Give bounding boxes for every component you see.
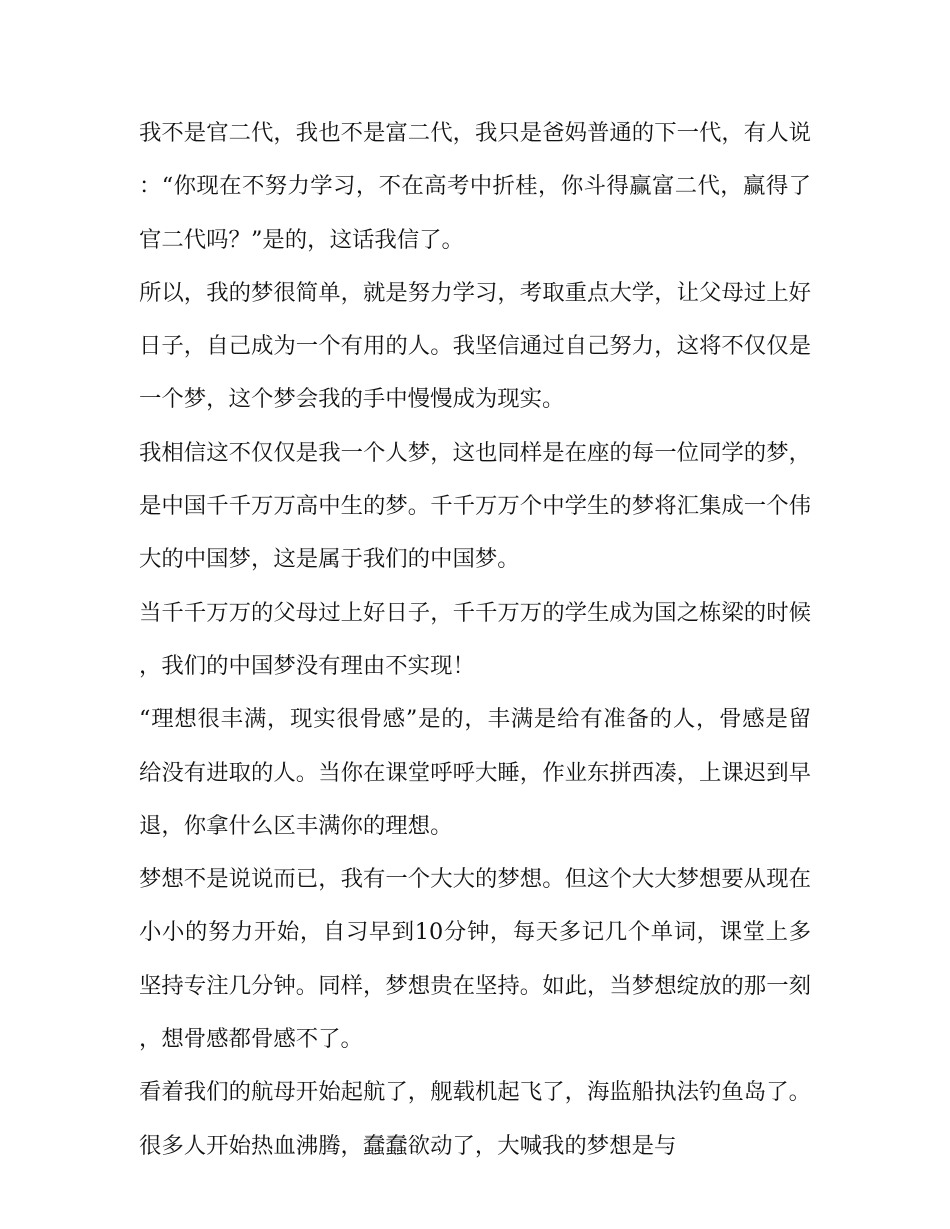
paragraph-1: 我不是官二代，我也不是富二代，我只是爸妈普通的下一代，有人说：“你现在不努力学习，不在高考中折桂，你斗得赢富二代，赢得了官二代吗？”是的，这话我信了。 bbox=[139, 120, 811, 253]
paragraph-6: 梦想不是说说而已，我有一个大大的梦想。但这个大大梦想要从现在小小的努力开始，自习早到10分钟，每天多记几个单词，课堂上多坚持专注几分钟。同样，梦想贵在坚持。如此，当梦想绽放的那一刻，想骨感都骨感不了。 bbox=[139, 866, 811, 1053]
paragraph-4: 当千千万万的父母过上好日子，千千万万的学生成为国之栋梁的时候，我们的中国梦没有理由不实现！ bbox=[139, 599, 811, 679]
paragraph-2: 所以，我的梦很简单，就是努力学习，考取重点大学，让父母过上好日子，自己成为一个有用的人。我坚信通过自己努力，这将不仅仅是一个梦，这个梦会我的手中慢慢成为现实。 bbox=[139, 279, 811, 413]
document-body bbox=[139, 107, 811, 1173]
paragraph-3: 我相信这不仅仅是我一个人梦，这也同样是在座的每一位同学的梦，是中国千千万万高中生的梦。千千万万个中学生的梦将汇集成一个伟大的中国梦，这是属于我们的中国梦。 bbox=[139, 439, 811, 573]
paragraph-5: “理想很丰满，现实很骨感”是的，丰满是给有准备的人，骨感是留给没有进取的人。当你在课堂呼呼大睡，作业东拼西凑，上课迟到早退，你拿什么区丰满你的理想。 bbox=[139, 706, 811, 839]
paragraph-7: 看着我们的航母开始起航了，舰载机起飞了，海监船执法钓鱼岛了。很多人开始热血沸腾，蠢蠢欲动了，大喊我的梦想是与 bbox=[139, 1079, 811, 1159]
